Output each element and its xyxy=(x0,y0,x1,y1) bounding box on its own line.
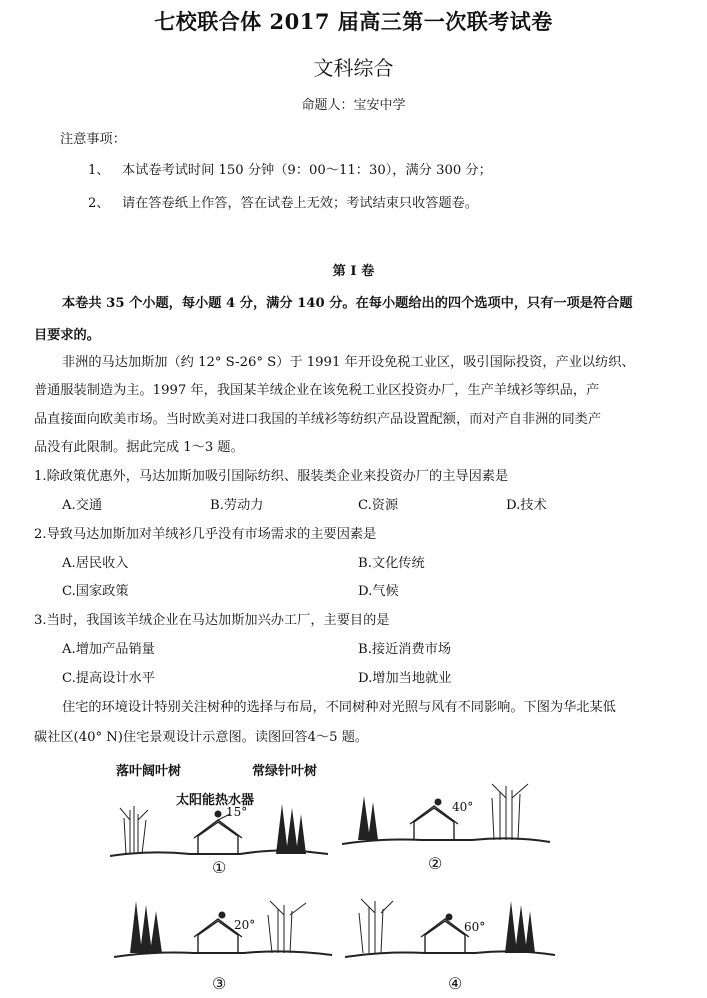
question-1-option-a: A.交通 xyxy=(62,498,103,513)
question-2-option-c: C.国家政策 xyxy=(62,584,129,599)
panel-1-angle: 15° xyxy=(226,805,248,819)
solar-heater-icon xyxy=(215,811,222,818)
notice-heading: 注意事项： xyxy=(60,132,126,147)
house-icon xyxy=(194,820,242,854)
solar-heater-icon xyxy=(446,914,453,921)
question-3-option-d: D.增加当地就业 xyxy=(358,671,452,686)
passage2-line-2: 碳社区(40° N)住宅景观设计示意图。读图回答4～5 题。 xyxy=(34,730,369,745)
question-3-option-a: A.增加产品销量 xyxy=(62,642,155,657)
section-instruction-line-1: 本卷共 35 个小题，每小题 4 分，满分 140 分。在每小题给出的四个选项中，只有一项是符合题 xyxy=(62,296,633,311)
deciduous-tree-icon xyxy=(492,784,528,840)
question-2-option-a: A.居民收入 xyxy=(62,556,129,571)
notice-item-2-num: 2、 xyxy=(88,196,110,211)
section-title: 第 I 卷 xyxy=(332,264,375,279)
panel-2-number: ② xyxy=(428,854,443,873)
house-icon xyxy=(410,806,458,840)
panel-4-number: ④ xyxy=(448,974,463,993)
passage1-line-4: 品没有此限制。据此完成 1～3 题。 xyxy=(34,440,244,455)
deciduous-tree-icon xyxy=(268,901,306,953)
question-1-option-c: C.资源 xyxy=(358,498,399,513)
passage1-line-1: 非洲的马达加斯加（约 12° S-26° S）于 1991 年开设免税工业区，吸引国际投资，产业以纺织、 xyxy=(62,355,635,370)
question-2-stem: 2.导致马达加斯加对羊绒衫几乎没有市场需求的主要因素是 xyxy=(34,527,377,542)
notice-item-1-text: 本试卷考试时间 150 分钟（9：00～11：30），满分 300 分； xyxy=(122,163,492,178)
question-3-stem: 3.当时，我国该羊绒企业在马达加斯加兴办工厂，主要目的是 xyxy=(34,613,390,628)
label-conifer-tree: 常绿针叶树 xyxy=(252,764,318,779)
notice-item-1-num: 1、 xyxy=(88,163,110,178)
page-subtitle: 文科综合 xyxy=(313,56,394,80)
deciduous-tree-icon xyxy=(359,899,393,953)
question-1-stem: 1.除政策优惠外，马达加斯加吸引国际纺织、服装类企业来投资办厂的主导因素是 xyxy=(34,469,509,484)
conifer-tree-icon xyxy=(358,796,378,840)
deciduous-tree-icon xyxy=(120,806,148,854)
section-instruction-line-2: 目要求的。 xyxy=(34,328,100,343)
panel-2-angle: 40° xyxy=(452,800,474,814)
passage1-line-2: 普通服装制造为主。1997 年，我国某羊绒企业在该免税工业区投资办厂，生产羊绒衫等织品，产 xyxy=(34,383,600,398)
figure-panel-4 xyxy=(345,893,557,979)
panel-3-number: ③ xyxy=(212,974,227,993)
solar-heater-icon xyxy=(435,799,442,806)
notice-item-2-text: 请在答卷纸上作答，答在试卷上无效；考试结束只收答题卷。 xyxy=(122,196,479,211)
question-2-option-b: B.文化传统 xyxy=(358,556,425,571)
question-2-option-d: D.气候 xyxy=(358,584,399,599)
panel-4-angle: 60° xyxy=(464,920,486,934)
conifer-tree-icon xyxy=(130,901,162,953)
figure-panel-3 xyxy=(114,895,334,983)
conifer-tree-icon xyxy=(505,901,535,953)
panel-1-number: ① xyxy=(212,858,227,877)
question-3-option-b: B.接近消费市场 xyxy=(358,642,452,657)
author-line: 命题人：宝安中学 xyxy=(301,98,406,113)
question-3-option-c: C.提高设计水平 xyxy=(62,671,155,686)
panel-3-angle: 20° xyxy=(234,918,256,932)
label-solar-heater: 太阳能热水器 xyxy=(176,793,255,808)
house-icon xyxy=(421,919,469,953)
passage1-line-3: 品直接面向欧美市场。当时欧美对进口我国的羊绒衫等纺织产品设置配额，而对产自非洲的同类产 xyxy=(34,412,602,427)
question-1-option-d: D.技术 xyxy=(506,498,547,513)
figure-panel-2 xyxy=(342,778,552,870)
question-1-option-b: B.劳动力 xyxy=(210,498,264,513)
label-deciduous-tree: 落叶阔叶树 xyxy=(116,764,182,779)
solar-heater-icon xyxy=(219,912,226,919)
passage2-line-1: 住宅的环境设计特别关注树种的选择与布局，不同树种对光照与风有不同影响。下图为华北某低 xyxy=(62,700,616,715)
conifer-tree-icon xyxy=(276,804,306,854)
page-title: 七校联合体 2017 届高三第一次联考试卷 xyxy=(154,9,553,34)
